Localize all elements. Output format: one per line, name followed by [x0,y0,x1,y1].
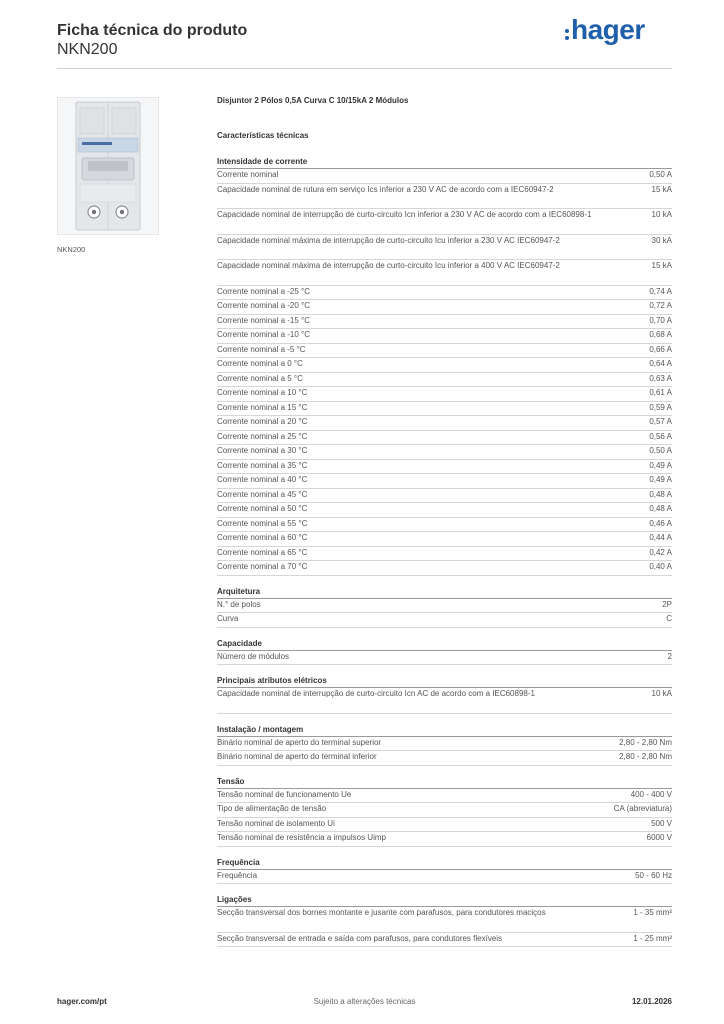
footer-notice: Sujeito a alterações técnicas [313,997,416,1006]
spec-value: 30 kA [651,235,672,245]
spec-row [217,358,672,373]
spec-label: Tensão nominal de funcionamento Ue [217,789,352,799]
footer-website: hager.com/pt [57,997,107,1006]
spec-label: Corrente nominal a 60 °C [217,533,308,542]
spec-label: Binário nominal de aperto do terminal inferior [217,752,377,761]
technical-heading: Características técnicas [217,131,309,140]
page-footer [57,997,672,1009]
spec-label: Corrente nominal a -5 °C [217,344,306,354]
spec-label: Corrente nominal a 65 °C [217,547,308,557]
spec-label: Corrente nominal a 55 °C [217,518,308,528]
product-title: Disjuntor 2 Pólos 0,5A Curva C 10/15kA 2 Módulos [217,96,409,105]
circuit-breaker-icon [58,98,158,234]
spec-label: Corrente nominal a 25 °C [217,431,308,441]
spec-row [217,300,672,315]
spec-value: 0,42 A [649,547,672,557]
spec-row [217,286,672,301]
spec-value: 0,50 A [649,170,672,179]
spec-label: Corrente nominal a 0 °C [217,359,303,368]
spec-row [217,235,672,261]
section-title: Ligações [217,894,672,907]
spec-value: 0,46 A [649,518,672,528]
spec-row [217,184,672,210]
spec-section [217,156,672,576]
spec-row [217,532,672,547]
spec-value: 0,48 A [649,489,672,499]
spec-label: Capacidade nominal de interrupção de curto-circuito Icn AC de acordo com a IEC60898-1 [217,689,535,698]
spec-value: 500 V [651,818,672,828]
spec-row [217,260,672,286]
spec-value: 0,66 A [649,344,672,354]
spec-label: Corrente nominal a 35 °C [217,460,308,470]
header-divider [57,68,672,69]
spec-value: 0,61 A [649,388,672,397]
spec-row [217,803,672,818]
spec-row [217,907,672,933]
spec-label: Corrente nominal a -20 °C [217,301,311,310]
section-title: Frequência [217,857,672,870]
spec-label: Tipo de alimentação de tensão [217,804,327,813]
spec-row [217,460,672,475]
spec-row [217,315,672,330]
footer-date: 12.01.2026 [631,997,672,1006]
spec-value: 0,72 A [649,301,672,310]
spec-row [217,329,672,344]
spec-value: 400 - 400 V [630,789,672,799]
photo-caption: NKN200 [57,245,86,254]
spec-label: Curva [217,614,239,623]
spec-label: Corrente nominal a 70 °C [217,562,308,571]
spec-value: 2,80 - 2,80 Nm [619,752,672,761]
spec-row [217,373,672,388]
spec-value: 0,70 A [649,315,672,325]
spec-row [217,933,672,948]
spec-label: Corrente nominal a 15 °C [217,402,308,412]
spec-section [217,894,672,947]
spec-row [217,789,672,804]
spec-row [217,209,672,235]
spec-value: 10 kA [651,689,672,698]
section-title: Arquitetura [217,586,672,599]
spec-row [217,474,672,489]
spec-row [217,599,672,614]
spec-row [217,651,672,666]
spec-value: 0,74 A [649,286,672,296]
spec-label: Corrente nominal a 5 °C [217,373,303,383]
spec-row [217,688,672,714]
spec-value: 6000 V [646,833,672,842]
spec-value: 1 - 25 mm² [633,933,672,943]
spec-row [217,402,672,417]
spec-row [217,751,672,766]
spec-value: 0,64 A [649,359,672,368]
spec-label: Corrente nominal a 20 °C [217,417,308,426]
spec-label: Corrente nominal a 50 °C [217,504,308,513]
spec-row [217,561,672,576]
spec-label: N.° de polos [217,599,261,609]
spec-row [217,613,672,628]
spec-value: 0,57 A [649,417,672,426]
spec-content [217,95,672,947]
spec-label: Corrente nominal a -25 °C [217,286,311,296]
spec-value: 1 - 35 mm² [633,908,672,917]
hager-logo [565,14,645,46]
spec-label: Corrente nominal a 45 °C [217,489,308,499]
spec-row [217,445,672,460]
spec-label: Corrente nominal [217,170,279,179]
section-title: Tensão [217,776,672,789]
spec-value: 0,49 A [649,460,672,470]
document-header [57,21,247,59]
logo-dots-icon [565,29,569,40]
spec-value: 0,59 A [649,402,672,412]
spec-value: 2P [662,599,672,609]
spec-row [217,169,672,184]
spec-section [217,857,672,885]
document-title: Ficha técnica do produto [57,22,248,39]
spec-value: 0,40 A [649,562,672,571]
spec-label: Capacidade nominal máxima de interrupção de curto-circuito Icu inferior a 400 V AC IEC60947-2 [217,261,560,270]
spec-row [217,818,672,833]
spec-value: 50 - 60 Hz [635,870,672,880]
spec-section [217,776,672,847]
spec-label: Tensão nominal de isolamento Ui [217,818,335,828]
spec-row [217,503,672,518]
section-title: Instalação / montagem [217,724,672,737]
spec-value: C [666,614,672,623]
spec-value: 0,63 A [649,373,672,383]
spec-value: 0,49 A [649,475,672,484]
spec-row [217,489,672,504]
spec-row [217,344,672,359]
spec-label: Frequência [217,870,258,880]
spec-label: Corrente nominal a 40 °C [217,475,308,484]
spec-section [217,675,672,714]
spec-value: CA (abreviatura) [613,804,672,813]
spec-label: Corrente nominal a -10 °C [217,330,311,339]
spec-value: 0,48 A [649,504,672,513]
spec-label: Corrente nominal a -15 °C [217,315,311,325]
product-code: NKN200 [57,41,118,58]
spec-value: 2 [667,651,672,661]
section-title: Capacidade [217,638,672,651]
spec-value: 10 kA [651,210,672,219]
spec-label: Binário nominal de aperto do terminal superior [217,737,382,747]
product-photo [57,97,159,235]
spec-label: Secção transversal dos bornes montante e jusante com parafusos, para condutores maciços [217,908,546,917]
spec-value: 0,44 A [649,533,672,542]
spec-label: Corrente nominal a 30 °C [217,446,308,455]
spec-sections [217,156,672,947]
spec-label: Tensão nominal de resistência a impulsos Uimp [217,833,386,842]
spec-section [217,724,672,766]
logo-wordmark: hager [571,14,645,45]
spec-label: Capacidade nominal máxima de interrupção de curto-circuito Icu inferior a 230 V AC IEC60947-2 [217,235,560,245]
spec-row [217,518,672,533]
spec-row [217,737,672,752]
spec-label: Corrente nominal a 10 °C [217,388,308,397]
spec-section [217,586,672,628]
spec-row [217,547,672,562]
spec-label: Número de módulos [217,651,290,661]
spec-row [217,387,672,402]
section-title: Principais atributos elétricos [217,675,672,688]
spec-value: 0,68 A [649,330,672,339]
spec-label: Secção transversal de entrada e saída com parafusos, para condutores flexíveis [217,933,503,943]
spec-value: 2,80 - 2,80 Nm [619,737,672,747]
spec-value: 15 kA [651,184,672,194]
spec-section [217,638,672,666]
spec-row [217,416,672,431]
spec-value: 0,56 A [649,431,672,441]
spec-label: Capacidade nominal de rutura em serviço Ics inferior a 230 V AC de acordo com a IEC60947-2 [217,184,554,194]
spec-row [217,431,672,446]
spec-value: 15 kA [651,261,672,270]
spec-row [217,870,672,885]
spec-value: 0,50 A [649,446,672,455]
section-title: Intensidade de corrente [217,156,672,169]
spec-label: Capacidade nominal de interrupção de curto-circuito Icn inferior a 230 V AC de acordo com a IEC60898-1 [217,210,592,219]
spec-row [217,832,672,847]
